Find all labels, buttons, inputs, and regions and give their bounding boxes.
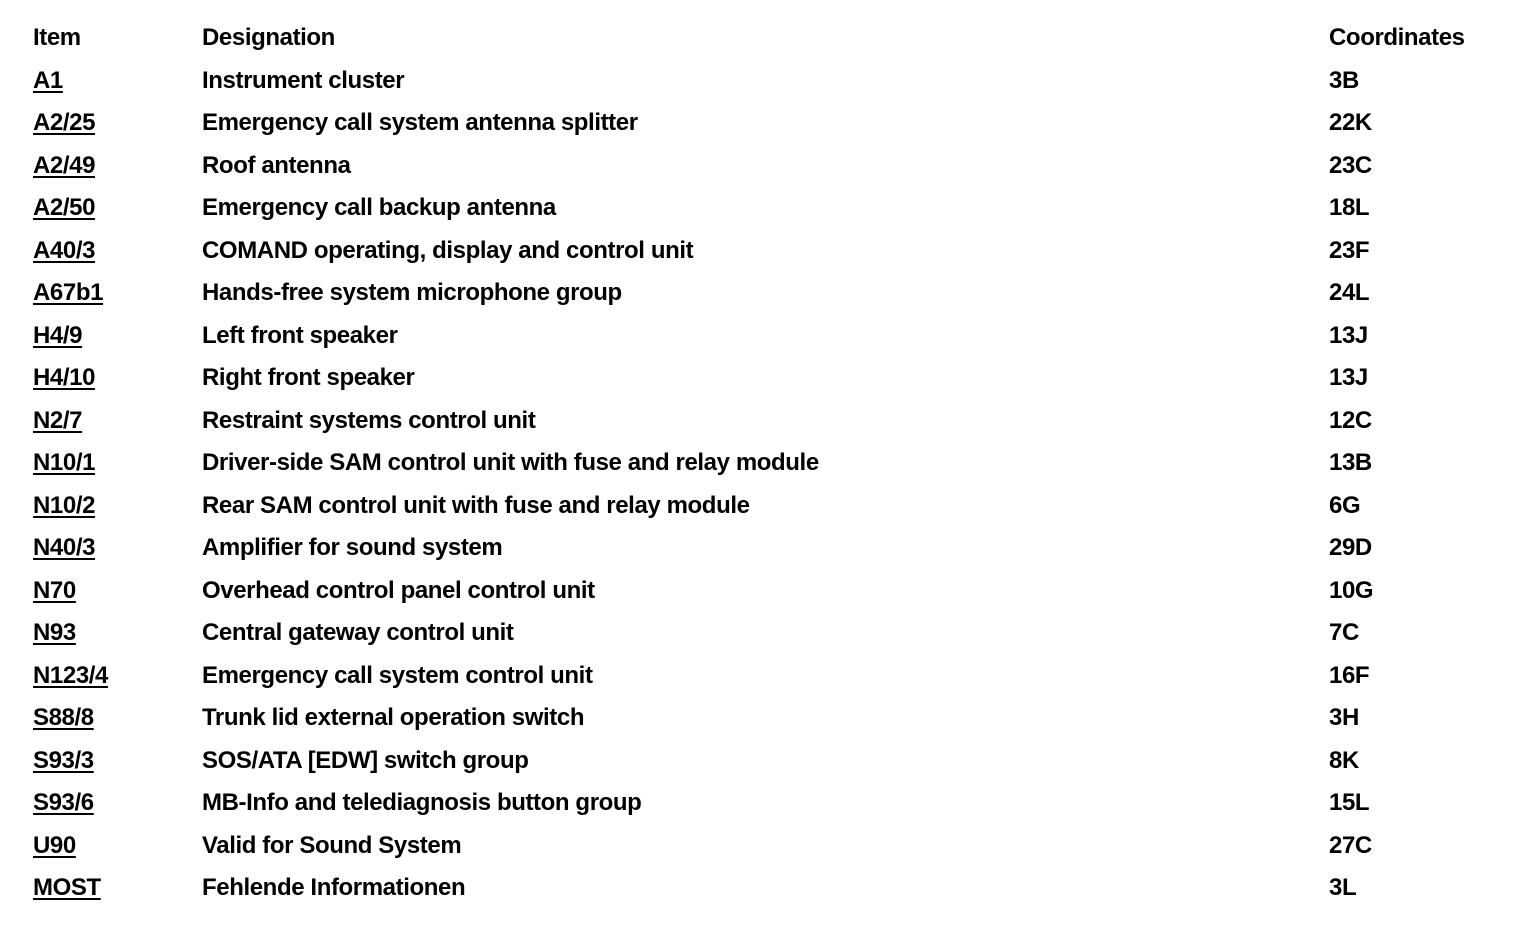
table-row	[0, 237, 1520, 279]
header-coordinates: Coordinates	[1329, 24, 1465, 51]
designation-cell: Trunk lid external operation switch	[202, 704, 585, 731]
designation-cell: MB-Info and telediagnosis button group	[202, 789, 642, 816]
designation-cell: Emergency call backup antenna	[202, 194, 556, 221]
table-row	[0, 407, 1520, 449]
coordinates-cell: 22K	[1329, 109, 1372, 136]
coordinates-cell: 27C	[1329, 832, 1372, 859]
coordinates-cell: 10G	[1329, 577, 1374, 604]
coordinates-cell: 18L	[1329, 194, 1370, 221]
designation-cell: Rear SAM control unit with fuse and relay module	[202, 492, 750, 519]
designation-cell: Restraint systems control unit	[202, 407, 536, 434]
table-row	[0, 747, 1520, 789]
item-link[interactable]: A1	[33, 67, 63, 94]
designation-cell: Hands-free system microphone group	[202, 279, 622, 306]
designation-cell: Emergency call system antenna splitter	[202, 109, 638, 136]
header-item: Item	[33, 24, 81, 51]
table-row	[0, 279, 1520, 321]
table-row	[0, 67, 1520, 109]
coordinates-cell: 23F	[1329, 237, 1370, 264]
item-link[interactable]: S88/8	[33, 704, 94, 731]
table-row	[0, 534, 1520, 576]
item-link[interactable]: A2/49	[33, 152, 96, 179]
designation-cell: Amplifier for sound system	[202, 534, 503, 561]
table-row	[0, 832, 1520, 874]
designation-cell: Right front speaker	[202, 364, 415, 391]
table-row	[0, 449, 1520, 491]
coordinates-cell: 13B	[1329, 449, 1372, 476]
designation-cell: Roof antenna	[202, 152, 351, 179]
table-row	[0, 322, 1520, 364]
designation-cell: SOS/ATA [EDW] switch group	[202, 747, 529, 774]
item-link[interactable]: A2/50	[33, 194, 96, 221]
coordinates-cell: 3L	[1329, 874, 1357, 901]
coordinates-cell: 23C	[1329, 152, 1372, 179]
item-link[interactable]: U90	[33, 832, 76, 859]
table-row	[0, 152, 1520, 194]
designation-cell: Fehlende Informationen	[202, 874, 466, 901]
header-designation: Designation	[202, 24, 335, 51]
item-link[interactable]: N123/4	[33, 662, 108, 689]
designation-cell: Instrument cluster	[202, 67, 405, 94]
coordinates-cell: 29D	[1329, 534, 1372, 561]
table-row	[0, 619, 1520, 661]
item-link[interactable]: N40/3	[33, 534, 96, 561]
table-row	[0, 662, 1520, 704]
coordinates-cell: 12C	[1329, 407, 1372, 434]
designation-cell: Driver-side SAM control unit with fuse and relay module	[202, 449, 819, 476]
item-link[interactable]: N2/7	[33, 407, 83, 434]
designation-cell: Emergency call system control unit	[202, 662, 593, 689]
item-link[interactable]: H4/10	[33, 364, 96, 391]
designation-cell: Central gateway control unit	[202, 619, 514, 646]
table-header-row	[0, 24, 1520, 66]
coordinates-cell: 8K	[1329, 747, 1359, 774]
item-link[interactable]: A67b1	[33, 279, 104, 306]
coordinates-cell: 3H	[1329, 704, 1359, 731]
table-row	[0, 109, 1520, 151]
designation-cell: Valid for Sound System	[202, 832, 462, 859]
table-row	[0, 364, 1520, 406]
designation-cell: COMAND operating, display and control unit	[202, 237, 694, 264]
item-link[interactable]: N70	[33, 577, 76, 604]
coordinates-cell: 16F	[1329, 662, 1370, 689]
item-link[interactable]: A2/25	[33, 109, 96, 136]
coordinates-cell: 3B	[1329, 67, 1359, 94]
coordinates-cell: 13J	[1329, 364, 1368, 391]
item-link[interactable]: MOST	[33, 874, 101, 901]
table-row	[0, 874, 1520, 916]
item-link[interactable]: N10/2	[33, 492, 96, 519]
item-link[interactable]: S93/3	[33, 747, 94, 774]
item-link[interactable]: H4/9	[33, 322, 83, 349]
designation-cell: Left front speaker	[202, 322, 398, 349]
item-link[interactable]: N93	[33, 619, 76, 646]
item-link[interactable]: N10/1	[33, 449, 96, 476]
table-row	[0, 492, 1520, 534]
table-row	[0, 789, 1520, 831]
table-row	[0, 577, 1520, 619]
table-row	[0, 194, 1520, 236]
coordinates-cell: 15L	[1329, 789, 1370, 816]
coordinates-cell: 7C	[1329, 619, 1359, 646]
coordinates-cell: 6G	[1329, 492, 1361, 519]
item-link[interactable]: S93/6	[33, 789, 94, 816]
designation-cell: Overhead control panel control unit	[202, 577, 595, 604]
item-link[interactable]: A40/3	[33, 237, 96, 264]
table-row	[0, 704, 1520, 746]
coordinates-cell: 24L	[1329, 279, 1370, 306]
coordinates-cell: 13J	[1329, 322, 1368, 349]
